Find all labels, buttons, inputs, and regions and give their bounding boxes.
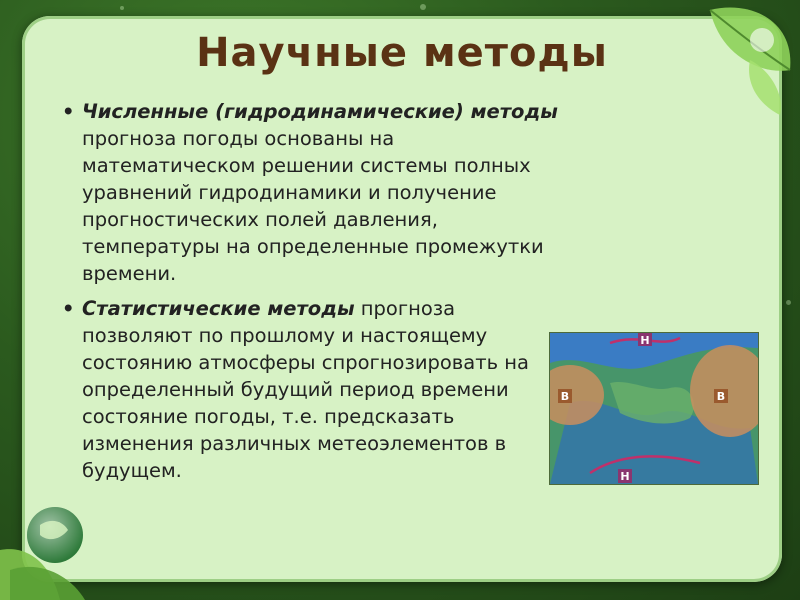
bullet-list: [62, 98, 562, 492]
low-label-bottom: [618, 469, 632, 483]
bullet-text: прогноза позволяют по прошлому и настоящему состоянию атмосферы спрогнозировать на определенный будущий период времени состояние погоды, т.е. предсказать изменения различных метеоэлементов в будущем.: [82, 297, 529, 482]
slide-panel: [22, 16, 782, 582]
background-sparkle: [786, 300, 791, 305]
svg-text:В: В: [716, 390, 726, 403]
weather-map-image: [549, 332, 759, 485]
low-label-top: [638, 333, 652, 347]
bullet-text: прогноза погоды основаны на математическом решении системы полных уравнений гидродинамики и получение прогностических полей давления, температуры на определенные промежутки времени.: [82, 127, 544, 285]
leaf-icon: [690, 0, 800, 120]
background-sparkle: [120, 6, 124, 10]
svg-text:В: В: [560, 390, 570, 403]
svg-text:Н: Н: [620, 470, 630, 483]
bullet-item-numerical-methods: [62, 98, 562, 287]
bullet-term: Численные (гидродинамические) методы: [82, 100, 558, 123]
background-sparkle: [420, 4, 426, 10]
svg-text:Н: Н: [640, 334, 650, 347]
high-label-right: [714, 389, 728, 403]
bullet-term: Статистические методы: [82, 297, 355, 320]
slide-title: Научные методы: [196, 30, 608, 76]
high-label-left: [558, 389, 572, 403]
bullet-item-statistical-methods: [62, 295, 562, 484]
globe-icon: [0, 490, 100, 600]
